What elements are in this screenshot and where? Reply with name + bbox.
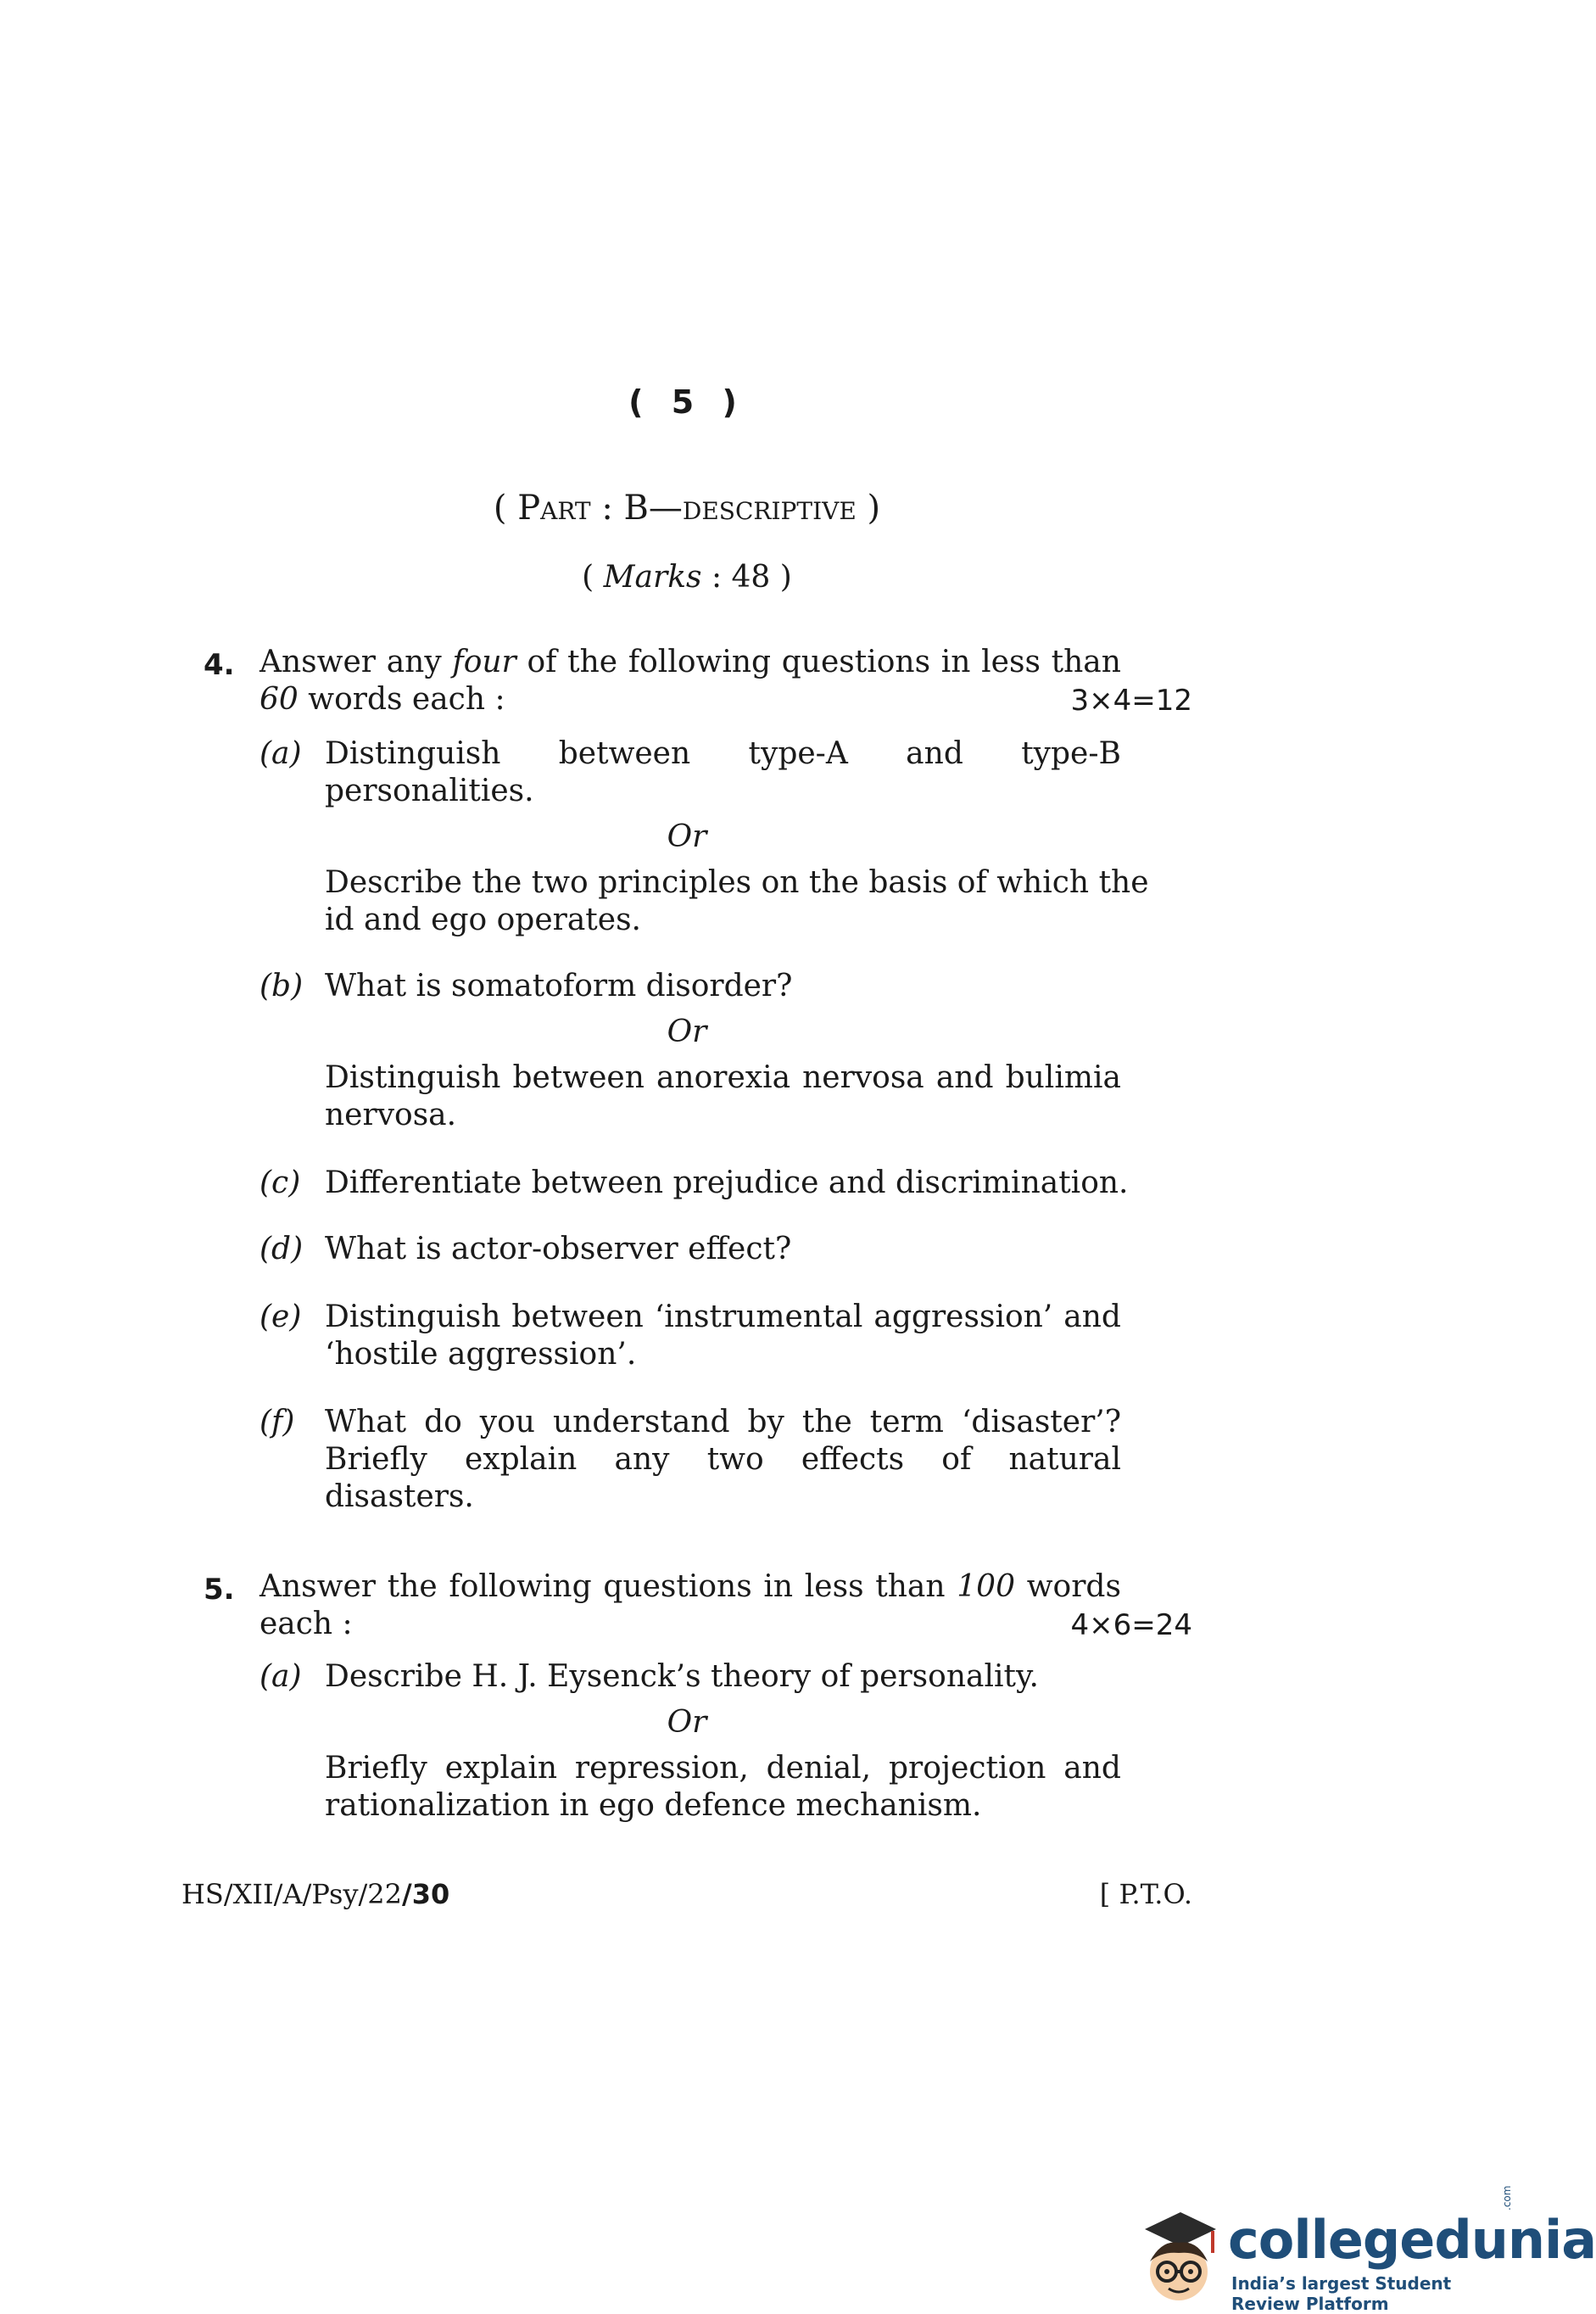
question-4-marks: 3×4=12 (1070, 684, 1192, 718)
part-title: ( Part : B—descriptive ) (493, 489, 881, 528)
collegedunia-logo-com: .com (1501, 2185, 1513, 2211)
q4c-label: (c) (259, 1165, 301, 1200)
q4a-text-cont: personalities. (325, 774, 534, 808)
q4b-or: Or (667, 1014, 707, 1049)
q4a-label: (a) (259, 736, 302, 771)
question-5-intro: Answer the following questions in less than 100 words (259, 1569, 1121, 1604)
q5a-alt-text-cont: rationalization in ego defence mechanism. (325, 1788, 982, 1823)
q4e-text-cont: ‘hostile aggression’. (325, 1337, 637, 1372)
q4b-label: (b) (259, 969, 304, 1003)
q5a-or: Or (667, 1705, 707, 1740)
q4f-label: (f) (259, 1405, 295, 1439)
q4f-text: What do you understand by the term ‘disaster’? (325, 1405, 1122, 1439)
q5a-alt-text: Briefly explain repression, denial, projection and (325, 1751, 1121, 1786)
question-5-marks: 4×6=24 (1070, 1608, 1192, 1642)
q4c-text: Differentiate between prejudice and discrimination. (325, 1165, 1129, 1200)
question-4-intro: Answer any four of the following questions in less than (259, 645, 1121, 679)
question-4-number: 4. (204, 648, 235, 682)
collegedunia-logo-text: collegedunia (1228, 2209, 1596, 2271)
q4b-alt-text-cont: nervosa. (325, 1098, 457, 1132)
q4a-text: Distinguish between type-A and type-B (325, 736, 1121, 771)
page-number: ( 5 ) (628, 383, 745, 421)
marks-total: ( Marks : 48 ) (582, 560, 792, 595)
q4b-alt-text: Distinguish between anorexia nervosa and bulimia (325, 1060, 1121, 1095)
question-5-number: 5. (204, 1573, 235, 1607)
q4b-text: What is somatoform disorder? (325, 969, 793, 1003)
q4e-label: (e) (259, 1300, 302, 1334)
pto-note: [ P.T.O. (1099, 1878, 1192, 1910)
collegedunia-tagline: India’s largest Student Review Platform (1231, 2273, 1452, 2314)
q4d-label: (d) (259, 1232, 304, 1266)
paper-code: HS/XII/A/Psy/22/30 (181, 1878, 450, 1910)
q5a-text: Describe H. J. Eysenck’s theory of personality. (325, 1659, 1039, 1694)
q4e-text: Distinguish between ‘instrumental aggression’ and (325, 1300, 1121, 1334)
question-4-intro-cont: 60 words each : (259, 682, 505, 717)
q4d-text: What is actor-observer effect? (325, 1232, 792, 1266)
q4a-alt-text: Describe the two principles on the basis of which the (325, 865, 1149, 900)
q4a-or: Or (667, 819, 707, 854)
q4f-text-2: Briefly explain any two effects of natural (325, 1442, 1121, 1477)
q4f-text-3: disasters. (325, 1479, 474, 1514)
q5a-label: (a) (259, 1659, 302, 1694)
collegedunia-mascot-icon (1128, 2205, 1221, 2307)
question-5-intro-cont: each : (259, 1607, 353, 1641)
q4a-alt-text-cont: id and ego operates. (325, 903, 641, 937)
